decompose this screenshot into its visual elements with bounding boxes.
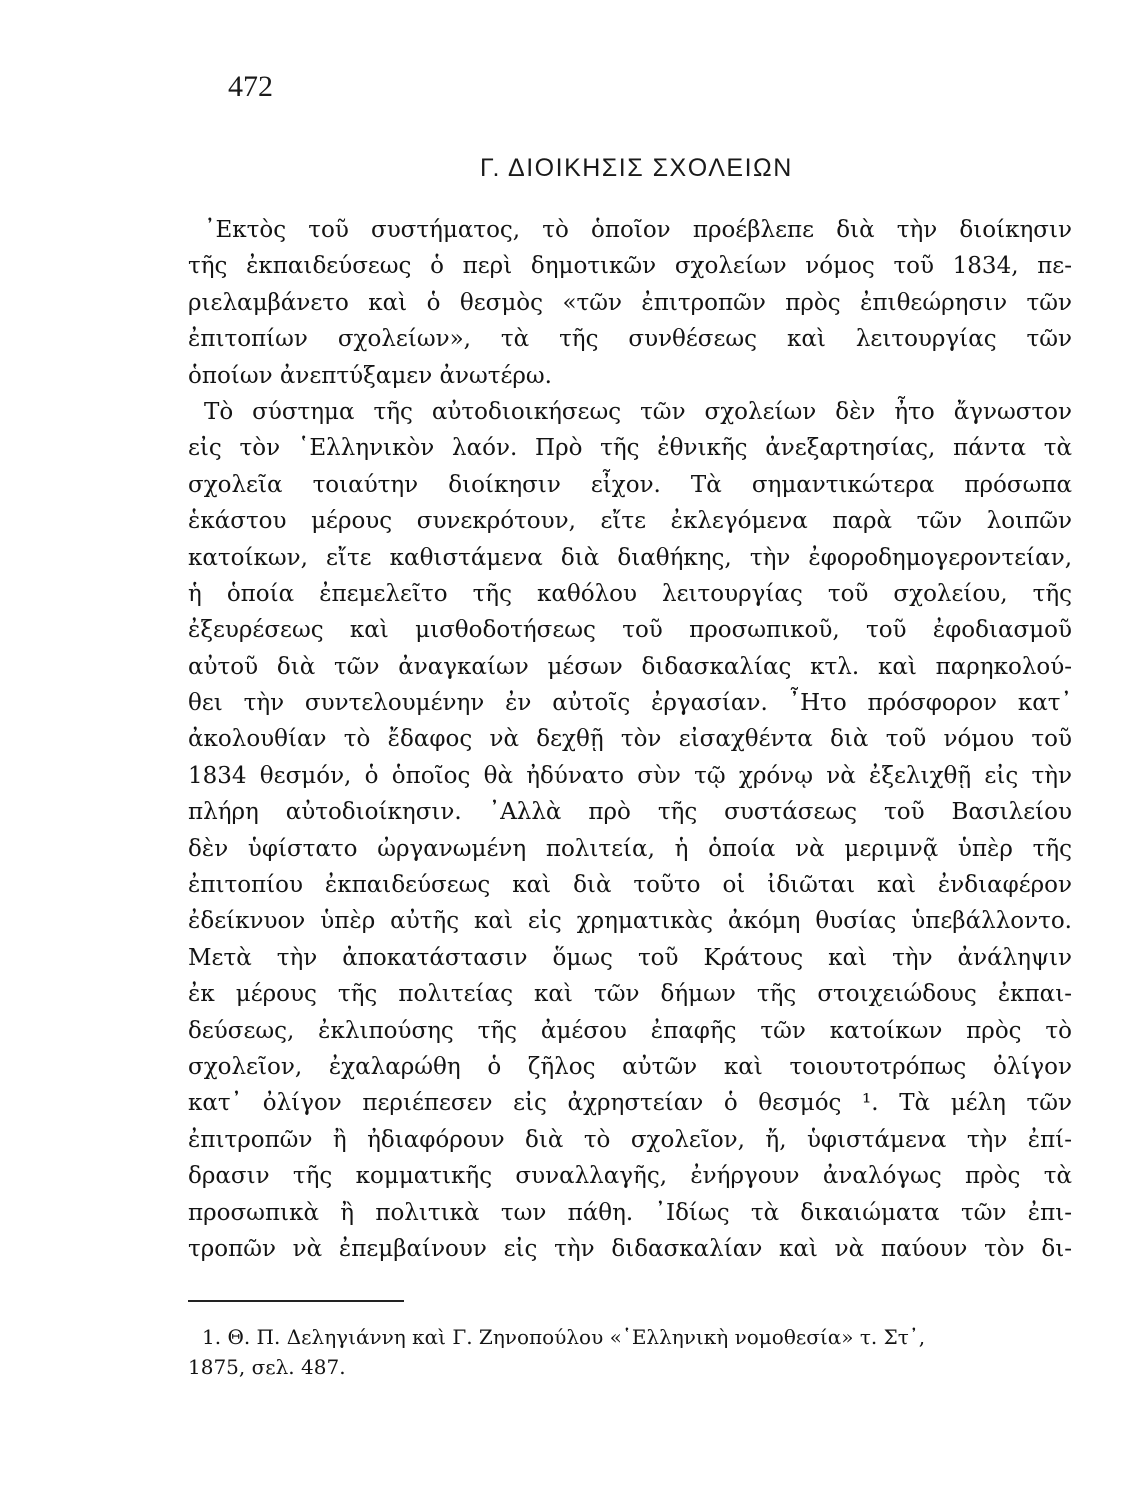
- footnote: [188, 1322, 1068, 1382]
- text-line: 1834 θεσμόν, ὁ ὁποῖος θὰ ἠδύνατο σὺν τῷ χρόνῳ νὰ ἐξελιχθῇ εἰς τὴν: [188, 762, 1072, 789]
- body-text: [188, 212, 1072, 1267]
- text-line: εἰς τὸν ῾Ελληνικὸν λαόν. Πρὸ τῆς ἐθνικῆς ἀνεξαρτησίας, πάντα τὰ: [188, 435, 1072, 462]
- text-line: προσωπικὰ ἢ πολιτικὰ των πάθη. ᾿Ιδίως τὰ δικαιώματα τῶν ἐπι-: [188, 1199, 1072, 1226]
- footnote-separator: [188, 1300, 404, 1302]
- text-line: κατοίκων, εἴτε καθιστάμενα διὰ διαθήκης, τὴν ἐφοροδημογεροντείαν,: [188, 544, 1072, 571]
- text-line: ὁποίων ἀνεπτύξαμεν ἀνωτέρω.: [188, 362, 552, 389]
- text-line: δεύσεως, ἐκλιπούσης τῆς ἀμέσου ἐπαφῆς τῶν κατοίκων πρὸς τὸ: [188, 1017, 1072, 1044]
- text-line: ἐκ μέρους τῆς πολιτείας καὶ τῶν δήμων τῆς στοιχειώδους ἐκπαι-: [188, 981, 1072, 1008]
- text-line: ἐπιτοπίων σχολείων», τὰ τῆς συνθέσεως καὶ λειτουργίας τῶν: [188, 326, 1072, 353]
- text-line: σχολεῖα τοιαύτην διοίκησιν εἶχον. Τὰ σημαντικώτερα πρόσωπα: [188, 471, 1072, 498]
- text-line: θει τὴν συντελουμένην ἐν αὐτοῖς ἐργασίαν. ῏Ητο πρόσφορον κατ᾿: [188, 690, 1072, 717]
- text-line: Μετὰ τὴν ἀποκατάστασιν ὅμως τοῦ Κράτους καὶ τὴν ἀνάληψιν: [188, 944, 1072, 971]
- text-line: αὐτοῦ διὰ τῶν ἀναγκαίων μέσων διδασκαλίας κτλ. καὶ παρηκολού-: [188, 653, 1072, 680]
- text-line: ἀκολουθίαν τὸ ἔδαφος νὰ δεχθῇ τὸν εἰσαχθέντα διὰ τοῦ νόμου τοῦ: [188, 726, 1072, 753]
- page-number: 472: [228, 70, 273, 103]
- text-line: τροπῶν νὰ ἐπεμβαίνουν εἰς τὴν διδασκαλίαν καὶ νὰ παύουν τὸν δι-: [188, 1235, 1072, 1262]
- text-line: ριελαμβάνετο καὶ ὁ θεσμὸς «τῶν ἐπιτροπῶν πρὸς ἐπιθεώρησιν τῶν: [188, 289, 1072, 316]
- text-line: κατ᾿ ὀλίγον περιέπεσεν εἰς ἀχρηστείαν ὁ θεσμός ¹. Τὰ μέλη τῶν: [188, 1090, 1072, 1117]
- text-line: ᾿Εκτὸς τοῦ συστήματος, τὸ ὁποῖον προέβλεπε διὰ τὴν διοίκησιν: [204, 217, 1072, 243]
- text-line: Τὸ σύστημα τῆς αὐτοδιοικήσεως τῶν σχολείων δὲν ἦτο ἄγνωστον: [204, 398, 1072, 425]
- text-line: ἑκάστου μέρους συνεκρότουν, εἴτε ἐκλεγόμενα παρὰ τῶν λοιπῶν: [188, 508, 1072, 535]
- footnote-line: 1. Θ. Π. Δεληγιάννη καὶ Γ. Ζηνοπούλου «῾Ελληνικὴ νομοθεσία» τ. Στ᾿,: [202, 1325, 926, 1349]
- text-line: ἐπιτοπίου ἐκπαιδεύσεως καὶ διὰ τοῦτο οἱ ἰδιῶται καὶ ἐνδιαφέρον: [188, 872, 1072, 899]
- text-line: ἐπιτροπῶν ἢ ἠδιαφόρουν διὰ τὸ σχολεῖον, ἤ, ὑφιστάμενα τὴν ἐπί-: [188, 1126, 1072, 1153]
- text-line: ἡ ὁποία ἐπεμελεῖτο τῆς καθόλου λειτουργίας τοῦ σχολείου, τῆς: [188, 580, 1072, 607]
- text-line: σχολεῖον, ἐχαλαρώθη ὁ ζῆλος αὐτῶν καὶ τοιουτοτρόπως ὀλίγον: [188, 1053, 1072, 1080]
- footnote-line: 1875, σελ. 487.: [188, 1355, 346, 1379]
- text-line: πλήρη αὐτοδιοίκησιν. ᾿Αλλὰ πρὸ τῆς συστάσεως τοῦ Βασιλείου: [188, 799, 1072, 826]
- text-line: τῆς ἐκπαιδεύσεως ὁ περὶ δημοτικῶν σχολείων νόμος τοῦ 1834, πε-: [188, 253, 1072, 280]
- section-title: Γ. ΔΙΟΙΚΗΣΙΣ ΣΧΟΛΕΙΩΝ: [480, 154, 793, 182]
- text-line: δρασιν τῆς κομματικῆς συναλλαγῆς, ἐνήργουν ἀναλόγως πρὸς τὰ: [188, 1163, 1072, 1190]
- text-line: δὲν ὑφίστατο ὠργανωμένη πολιτεία, ἡ ὁποία νὰ μεριμνᾷ ὑπὲρ τῆς: [188, 835, 1072, 862]
- text-line: ἐδείκνυον ὑπὲρ αὐτῆς καὶ εἰς χρηματικὰς ἀκόμη θυσίας ὑπεβάλλοντο.: [188, 908, 1072, 935]
- text-line: ἐξευρέσεως καὶ μισθοδοτήσεως τοῦ προσωπικοῦ, τοῦ ἐφοδιασμοῦ: [188, 617, 1072, 644]
